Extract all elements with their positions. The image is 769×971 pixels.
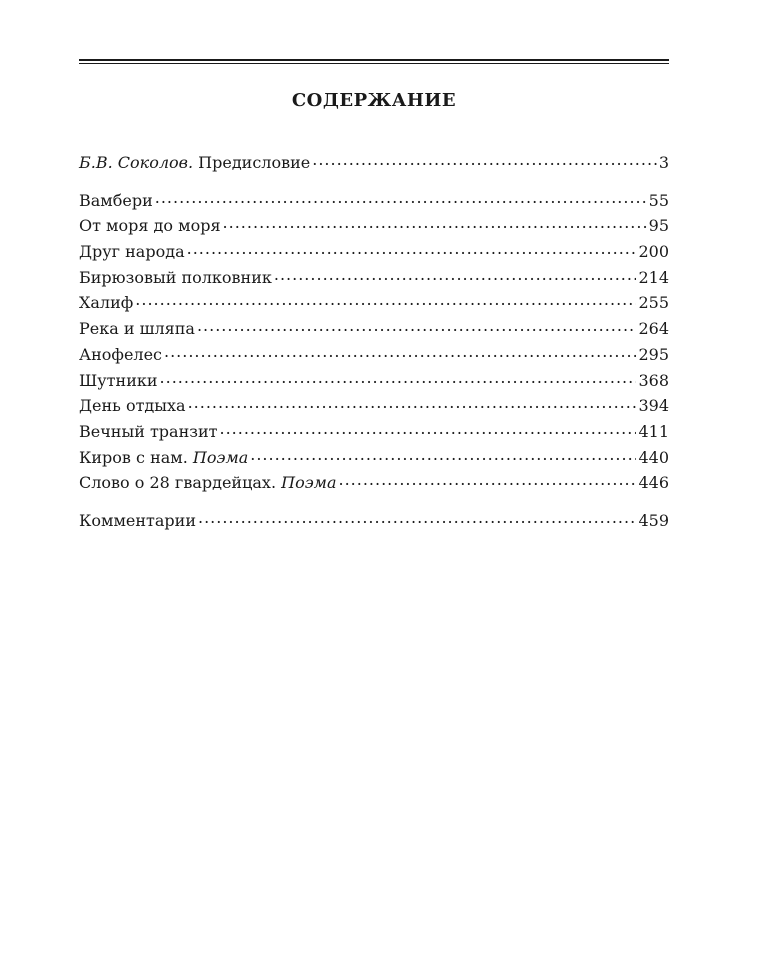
toc-entry-title: Слово о 28 гвардейцах. — [79, 473, 277, 493]
toc-entry-page: 3 — [658, 153, 669, 172]
toc-entry-title: Вамбери — [79, 190, 153, 210]
toc-entry-title: Бирюзовый полковник — [79, 267, 272, 287]
toc-entry — [79, 316, 669, 342]
dot-leader — [198, 510, 636, 526]
toc-entry-page: 394 — [638, 396, 669, 416]
toc-entry-title: Комментарии — [79, 510, 196, 530]
toc-entry-label — [79, 342, 162, 368]
toc-entry-label — [79, 393, 186, 419]
toc-entry-genre: Поэма — [192, 447, 249, 467]
toc-entry-page: 440 — [638, 447, 669, 467]
toc-entry — [79, 239, 669, 265]
dot-leader — [188, 395, 637, 411]
dot-leader — [250, 447, 636, 463]
toc-entry-preface — [79, 150, 669, 176]
toc-entry-label — [79, 213, 221, 239]
toc-entry-title: Халиф — [79, 293, 134, 313]
toc-entry-page: 295 — [638, 344, 669, 364]
toc-entry-page: 459 — [638, 510, 669, 530]
toc-entry — [79, 342, 669, 368]
toc-entry — [79, 368, 669, 394]
toc-entry-label — [79, 239, 185, 265]
toc-entry-title: Река и шляпа — [79, 319, 195, 339]
toc-entries-list — [79, 188, 669, 496]
toc-entry-label — [79, 508, 196, 534]
toc-entry-page: 95 — [648, 216, 669, 236]
toc-entry-label — [79, 290, 133, 316]
toc-entry-title: Шутники — [79, 370, 158, 390]
dot-leader — [223, 215, 647, 231]
dot-leader — [274, 267, 637, 283]
toc-entry-title: Вечный транзит — [79, 421, 218, 441]
dot-leader — [187, 241, 637, 257]
toc-entry-label — [79, 445, 248, 471]
toc-entry-page: 200 — [638, 242, 669, 262]
toc-entry — [79, 290, 669, 316]
toc-entry-commentary — [79, 508, 669, 534]
toc-entry — [79, 470, 669, 496]
toc-entry-page: 446 — [638, 473, 669, 493]
toc-entry-title: День отдыха — [79, 396, 186, 416]
dot-leader — [164, 344, 636, 360]
toc-entry — [79, 188, 669, 214]
table-of-contents — [79, 150, 669, 534]
toc-entry-page: 368 — [638, 370, 669, 390]
toc-entry — [79, 213, 669, 239]
toc-entry-author: Б.В. Соколов. — [79, 153, 194, 172]
dot-leader — [312, 152, 657, 168]
toc-entry-label — [79, 265, 272, 291]
toc-entry — [79, 393, 669, 419]
toc-entry-title: Друг народа — [79, 242, 185, 262]
toc-entry-page: 411 — [638, 421, 669, 441]
toc-entry — [79, 445, 669, 471]
toc-entry-page: 55 — [648, 190, 669, 210]
dot-leader — [135, 292, 636, 308]
header-rule-thin — [79, 63, 669, 64]
toc-entry-page: 264 — [638, 319, 669, 339]
toc-entry-page: 214 — [638, 267, 669, 287]
toc-entry-label — [79, 368, 158, 394]
page-title: СОДЕРЖАНИЕ — [291, 90, 457, 111]
toc-entry-label — [79, 419, 218, 445]
dot-leader — [220, 421, 637, 437]
dot-leader — [160, 370, 637, 386]
toc-entry-title: Киров с нам. — [79, 447, 188, 467]
toc-entry-label — [79, 188, 153, 214]
toc-entry-title: Анофелес — [79, 344, 162, 364]
toc-entry — [79, 265, 669, 291]
dot-leader — [197, 318, 637, 334]
toc-entry-title: От моря до моря — [79, 216, 221, 236]
toc-entry-label — [79, 470, 336, 496]
toc-entry-title: Предисловие — [198, 153, 311, 172]
dot-leader — [155, 190, 647, 206]
toc-entry-label — [79, 316, 195, 342]
toc-entry-page: 255 — [638, 293, 669, 313]
dot-leader — [338, 472, 636, 488]
header-rule-thick — [79, 59, 669, 61]
toc-entry — [79, 419, 669, 445]
toc-entry-label — [79, 150, 310, 176]
toc-entry-genre: Поэма — [281, 473, 337, 493]
